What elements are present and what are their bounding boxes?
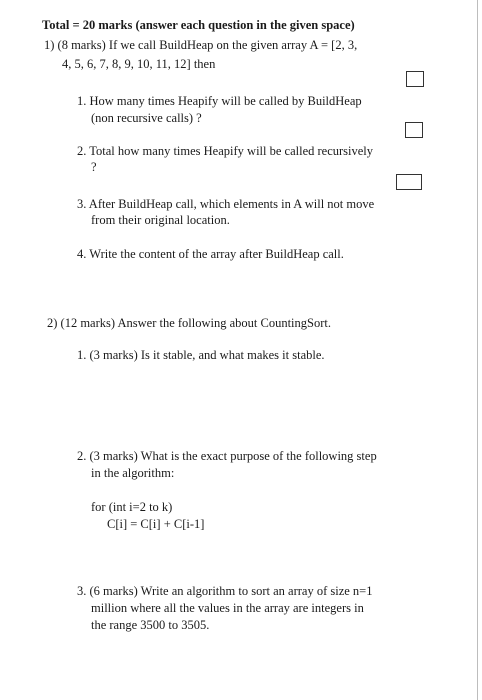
q1-item3-line2: from their original location. — [91, 213, 230, 227]
q1-intro-line2: 4, 5, 6, 7, 8, 9, 10, 11, 12] then — [62, 57, 216, 71]
q1-item1-line1: 1. How many times Heapify will be called by BuildHeap — [77, 94, 362, 108]
q1-item1-answer-box[interactable] — [406, 71, 424, 87]
q2-item2-code-line1: for (int i=2 to k) — [91, 500, 173, 514]
q1-item3-answer-box[interactable] — [396, 174, 422, 190]
q1-item3-line1: 3. After BuildHeap call, which elements in A will not move — [77, 197, 375, 211]
q2-intro: 2) (12 marks) Answer the following about CountingSort. — [47, 316, 331, 330]
q2-item2-line1: 2. (3 marks) What is the exact purpose of the following step — [77, 449, 377, 463]
q1-item2-answer-box[interactable] — [405, 122, 423, 138]
q2-item1-line1: 1. (3 marks) Is it stable, and what makes it stable. — [77, 348, 325, 362]
q2-item3-line1: 3. (6 marks) Write an algorithm to sort an array of size n=1 — [77, 584, 373, 598]
q1-item4-line1: 4. Write the content of the array after BuildHeap call. — [77, 247, 344, 261]
q2-item2-line2: in the algorithm: — [91, 466, 175, 480]
page-edge-line — [477, 0, 478, 700]
q1-intro-line1: 1) (8 marks) If we call BuildHeap on the given array A = [2, 3, — [44, 38, 358, 52]
total-marks-heading: Total = 20 marks (answer each question in the given space) — [42, 18, 355, 32]
q2-item3-line2: million where all the values in the array are integers in — [91, 601, 364, 615]
q2-item2-code-line2: C[i] = C[i] + C[i-1] — [107, 517, 205, 531]
q1-item2-line1: 2. Total how many times Heapify will be called recursively — [77, 144, 374, 158]
q1-item2-line2: ? — [91, 160, 97, 174]
q2-item3-line3: the range 3500 to 3505. — [91, 618, 210, 632]
q1-item1-line2: (non recursive calls) ? — [91, 111, 202, 125]
